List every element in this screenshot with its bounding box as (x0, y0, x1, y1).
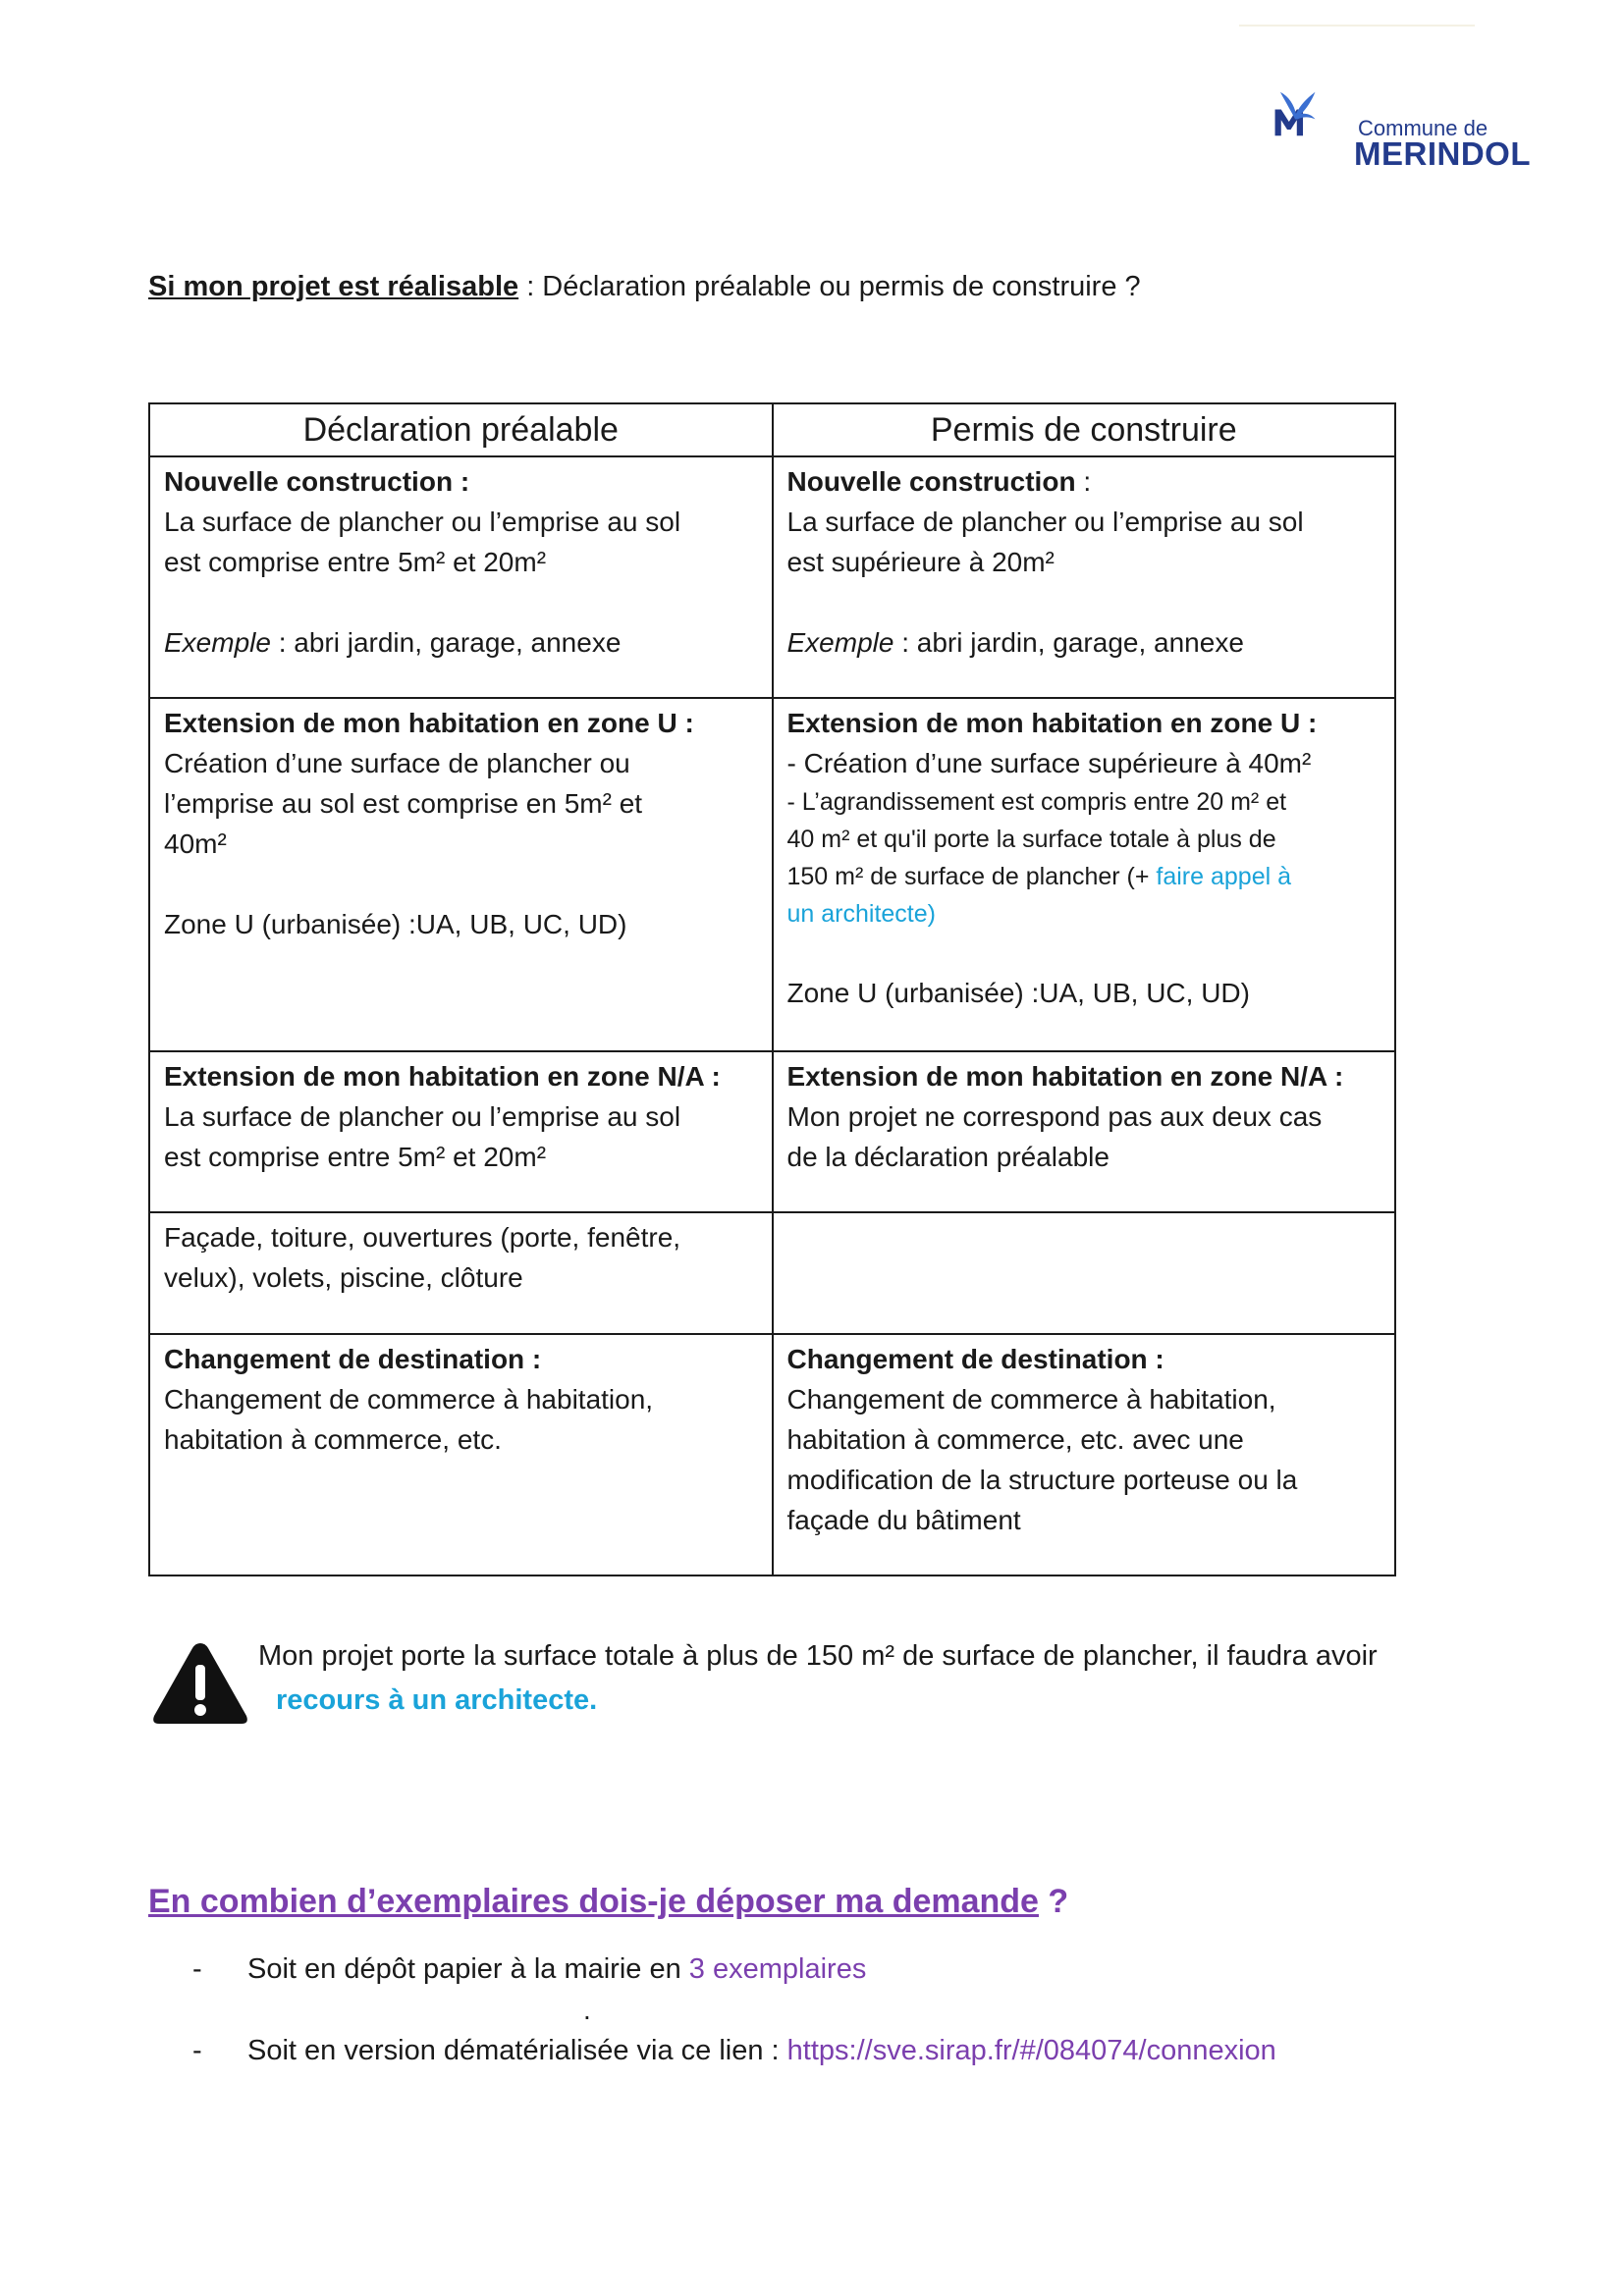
intro-line (148, 271, 1141, 303)
header-declaration: Déclaration préalable (149, 403, 773, 456)
cell-text: velux), volets, piscine, clôture (164, 1262, 523, 1293)
table-row (149, 1212, 1395, 1334)
cell-text: Création d’une surface de plancher ou (164, 748, 630, 778)
bullet-text: Soit en version dématérialisée via ce lien : (247, 2035, 787, 2066)
cell-new-construction-dp (149, 456, 773, 698)
cell-text: de la déclaration préalable (786, 1142, 1110, 1172)
cell-text: Changement de commerce à habitation, (786, 1384, 1276, 1415)
bullet-dash: - (192, 2035, 202, 2066)
section-heading-text: En combien d’exemplaires dois-je déposer ma demande (148, 1883, 1039, 1920)
cell-extension-u-pc (773, 698, 1396, 1051)
warning-text: Mon projet porte la surface totale à plus de 150 m² de surface de plancher, il faudra avoir (258, 1640, 1378, 1672)
cell-small-text: 40 m² et qu'il porte la surface totale à plus de (786, 826, 1276, 853)
cell-extension-na-dp (149, 1051, 773, 1212)
section-heading-suffix: ? (1038, 1883, 1069, 1920)
cell-change-destination-dp (149, 1334, 773, 1575)
zone-text: Zone U (urbanisée) :UA, UB, UC, UD) (164, 909, 627, 939)
cell-text: façade du bâtiment (786, 1505, 1021, 1535)
cell-small-text: - L’agrandissement est compris entre 20 m² et (786, 788, 1287, 816)
comparison-table (148, 402, 1396, 1576)
cell-extension-u-dp (149, 698, 773, 1051)
cell-title: Changement de destination : (164, 1344, 542, 1374)
intro-lead: Si mon projet est réalisable (148, 271, 519, 302)
table-row (149, 698, 1395, 1051)
table-row (149, 1051, 1395, 1212)
logo-merindol-label: MERINDOL (1354, 135, 1531, 172)
cell-facade-dp (149, 1212, 773, 1334)
cell-text: Changement de commerce à habitation, (164, 1384, 654, 1415)
cell-text: est comprise entre 5m² et 20m² (164, 1142, 547, 1172)
cell-title: Extension de mon habitation en zone U : (786, 708, 1318, 738)
warning-icon (151, 1639, 249, 1728)
cell-title: Extension de mon habitation en zone N/A : (786, 1061, 1344, 1092)
zone-text: Zone U (urbanisée) :UA, UB, UC, UD) (786, 978, 1250, 1008)
cell-text: - Création d’une surface supérieure à 40m² (786, 748, 1312, 778)
cell-text: Mon projet ne correspond pas aux deux cas (786, 1101, 1323, 1132)
cell-change-destination-pc (773, 1334, 1396, 1575)
title-suffix: : (1075, 466, 1092, 497)
example-text: : abri jardin, garage, annexe (893, 627, 1244, 658)
architect-link[interactable]: faire appel à (1156, 863, 1292, 890)
architect-recourse-link[interactable]: recours à un architecte. (276, 1684, 598, 1716)
header-permis: Permis de construire (773, 403, 1396, 456)
cell-title: Changement de destination : (786, 1344, 1164, 1374)
architect-link-cont[interactable]: un architecte) (786, 900, 936, 928)
bullet-dash: - (192, 1953, 202, 1985)
table-row (149, 1334, 1395, 1575)
example-text: : abri jardin, garage, annexe (270, 627, 622, 658)
cell-text: est comprise entre 5m² et 20m² (164, 547, 547, 577)
stray-dot: . (583, 1995, 591, 2025)
table-row (149, 456, 1395, 698)
cell-text: La surface de plancher ou l’emprise au sol (164, 1101, 681, 1132)
bullet-text: Soit en dépôt papier à la mairie en (247, 1953, 689, 1985)
cell-small-text: 150 m² de surface de plancher (+ (786, 863, 1157, 890)
copies-value: 3 exemplaires (688, 1953, 867, 1985)
cell-text: habitation à commerce, etc. avec une (786, 1424, 1244, 1455)
cell-text: La surface de plancher ou l’emprise au sol (786, 507, 1304, 537)
sve-link[interactable]: https://sve.sirap.fr/#/084074/connexion (786, 2035, 1276, 2066)
cell-text: habitation à commerce, etc. (164, 1424, 502, 1455)
cell-title: Nouvelle construction : (164, 466, 470, 497)
cell-text: est supérieure à 20m² (786, 547, 1055, 577)
cell-title: Nouvelle construction (786, 466, 1076, 497)
intro-rest: : Déclaration préalable ou permis de construire ? (518, 271, 1141, 302)
header-divider (1239, 25, 1475, 27)
cell-text: La surface de plancher ou l’emprise au sol (164, 507, 681, 537)
section-heading (148, 1883, 1068, 1921)
cell-title: Extension de mon habitation en zone N/A : (164, 1061, 721, 1092)
cell-text: Façade, toiture, ouvertures (porte, fenêtre, (164, 1222, 681, 1253)
example-label: Exemple (786, 627, 894, 658)
cell-text: l’emprise au sol est comprise en 5m² et (164, 788, 643, 819)
cell-text: 40m² (164, 828, 227, 859)
cell-title: Extension de mon habitation en zone U : (164, 708, 694, 738)
cell-text: modification de la structure porteuse ou la (786, 1465, 1298, 1495)
cell-new-construction-pc (773, 456, 1396, 698)
cell-facade-pc-empty (773, 1212, 1396, 1334)
cell-extension-na-pc (773, 1051, 1396, 1212)
example-label: Exemple (164, 627, 271, 658)
logo-commune-label: Commune de (1358, 116, 1489, 140)
table-header-row (149, 403, 1395, 456)
